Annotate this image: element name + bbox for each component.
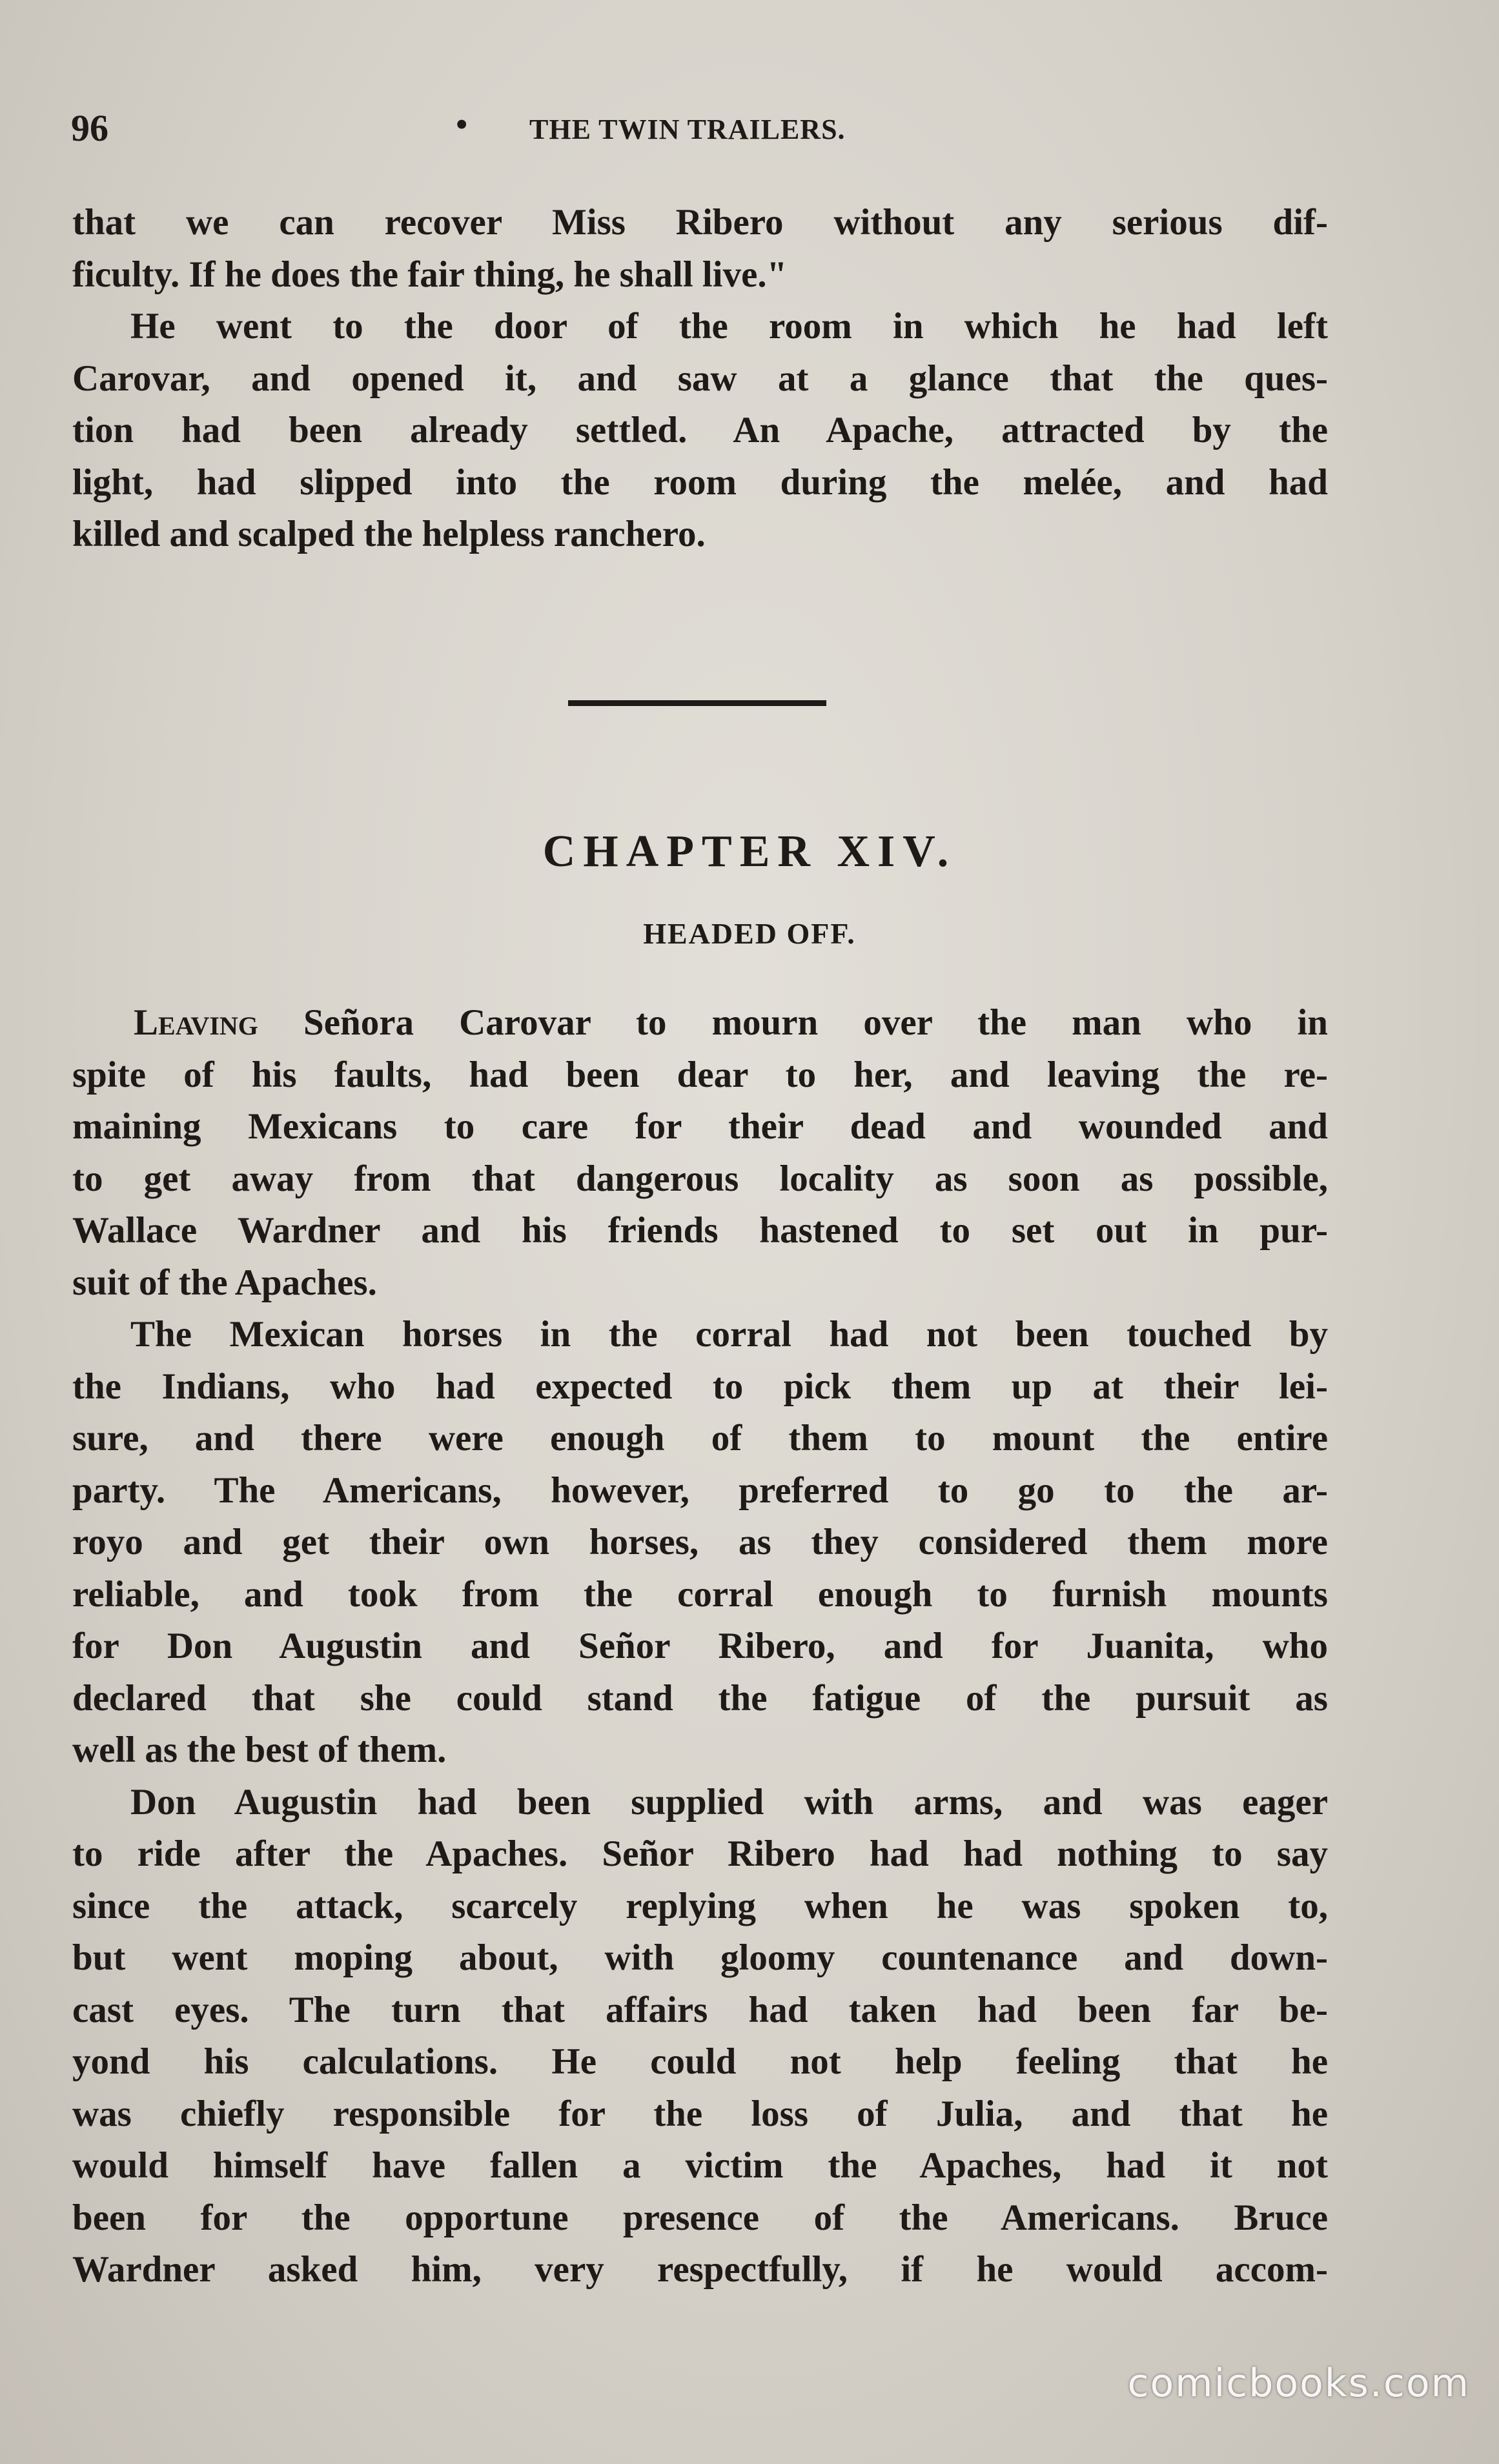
text-line: to ride after the Apaches. Señor Ribero had had nothing to say <box>72 1833 1328 1874</box>
text-line: been for the opportune presence of the Americans. Bruce <box>72 2197 1328 2238</box>
text-line: well as the best of them. <box>72 1730 447 1770</box>
drop-lead-word: Leaving <box>134 1002 258 1043</box>
text-line: sure, and there were enough of them to mount the entire <box>72 1418 1328 1459</box>
text-line: to get away from that dangerous locality as soon as possible, <box>72 1158 1328 1199</box>
text-line: Carovar, and opened it, and saw at a glance that the ques- <box>72 358 1328 399</box>
chapter-title: CHAPTER XIV. <box>542 827 957 876</box>
text-line: He went to the door of the room in which he had left <box>130 306 1328 347</box>
text-line: ficulty. If he does the fair thing, he shall live." <box>72 254 788 295</box>
text-line: The Mexican horses in the corral had not been touched by <box>130 1314 1328 1355</box>
text-line: that we can recover Miss Ribero without any serious dif- <box>72 202 1328 243</box>
text-line: cast eyes. The turn that affairs had taken had been far be- <box>72 1989 1328 2030</box>
top-text-block <box>72 197 1328 561</box>
text-line: Wardner asked him, very respectfully, if he would accom- <box>72 2249 1328 2290</box>
chapter-subtitle: HEADED OFF. <box>643 917 856 950</box>
text-line: light, had slipped into the room during the melée, and had <box>72 461 1328 503</box>
section-divider <box>568 700 826 706</box>
running-title: THE TWIN TRAILERS. <box>529 114 846 145</box>
text-line: since the attack, scarcely replying when he was spoken to, <box>72 1885 1328 1926</box>
text-line: was chiefly responsible for the loss of Julia, and that he <box>72 2093 1328 2134</box>
text-line: would himself have fallen a victim the Apaches, had it not <box>72 2145 1328 2186</box>
text-line: yond his calculations. He could not help feeling that he <box>72 2041 1328 2082</box>
text-line: Wallace Wardner and his friends hastened to set out in pur- <box>72 1210 1328 1251</box>
text-line: party. The Americans, however, preferred to go to the ar- <box>72 1469 1328 1511</box>
page-number: 96 <box>71 107 108 149</box>
text-line: suit of the Apaches. <box>72 1262 377 1303</box>
text-line: but went moping about, with gloomy countenance and down- <box>72 1937 1328 1978</box>
text-line: royo and get their own horses, as they considered them more <box>72 1522 1328 1562</box>
text-line: spite of his faults, had been dear to her, and leaving the re- <box>72 1054 1328 1095</box>
site-watermark: comicbooks.com <box>1127 2361 1470 2406</box>
text-line: reliable, and took from the corral enough to furnish mounts <box>72 1573 1328 1615</box>
text-line <box>72 997 1328 1049</box>
header-separator: • <box>455 103 469 145</box>
text-line: tion had been already settled. An Apache, attracted by the <box>72 410 1328 450</box>
text-line: declared that she could stand the fatigue of the pursuit as <box>72 1677 1328 1719</box>
text-line: killed and scalped the helpless ranchero. <box>72 514 706 554</box>
page-header <box>71 100 1349 152</box>
text-line-rest: Señora Carovar to mourn over the man who in <box>258 1002 1328 1043</box>
text-line: maining Mexicans to care for their dead and wounded and <box>72 1106 1328 1147</box>
text-line: the Indians, who had expected to pick them up at their lei- <box>72 1366 1328 1407</box>
text-line: Don Augustin had been supplied with arms, and was eager <box>130 1781 1328 1823</box>
text-line: for Don Augustin and Señor Ribero, and for Juanita, who <box>72 1626 1328 1666</box>
chapter-text-block <box>72 997 1328 2296</box>
